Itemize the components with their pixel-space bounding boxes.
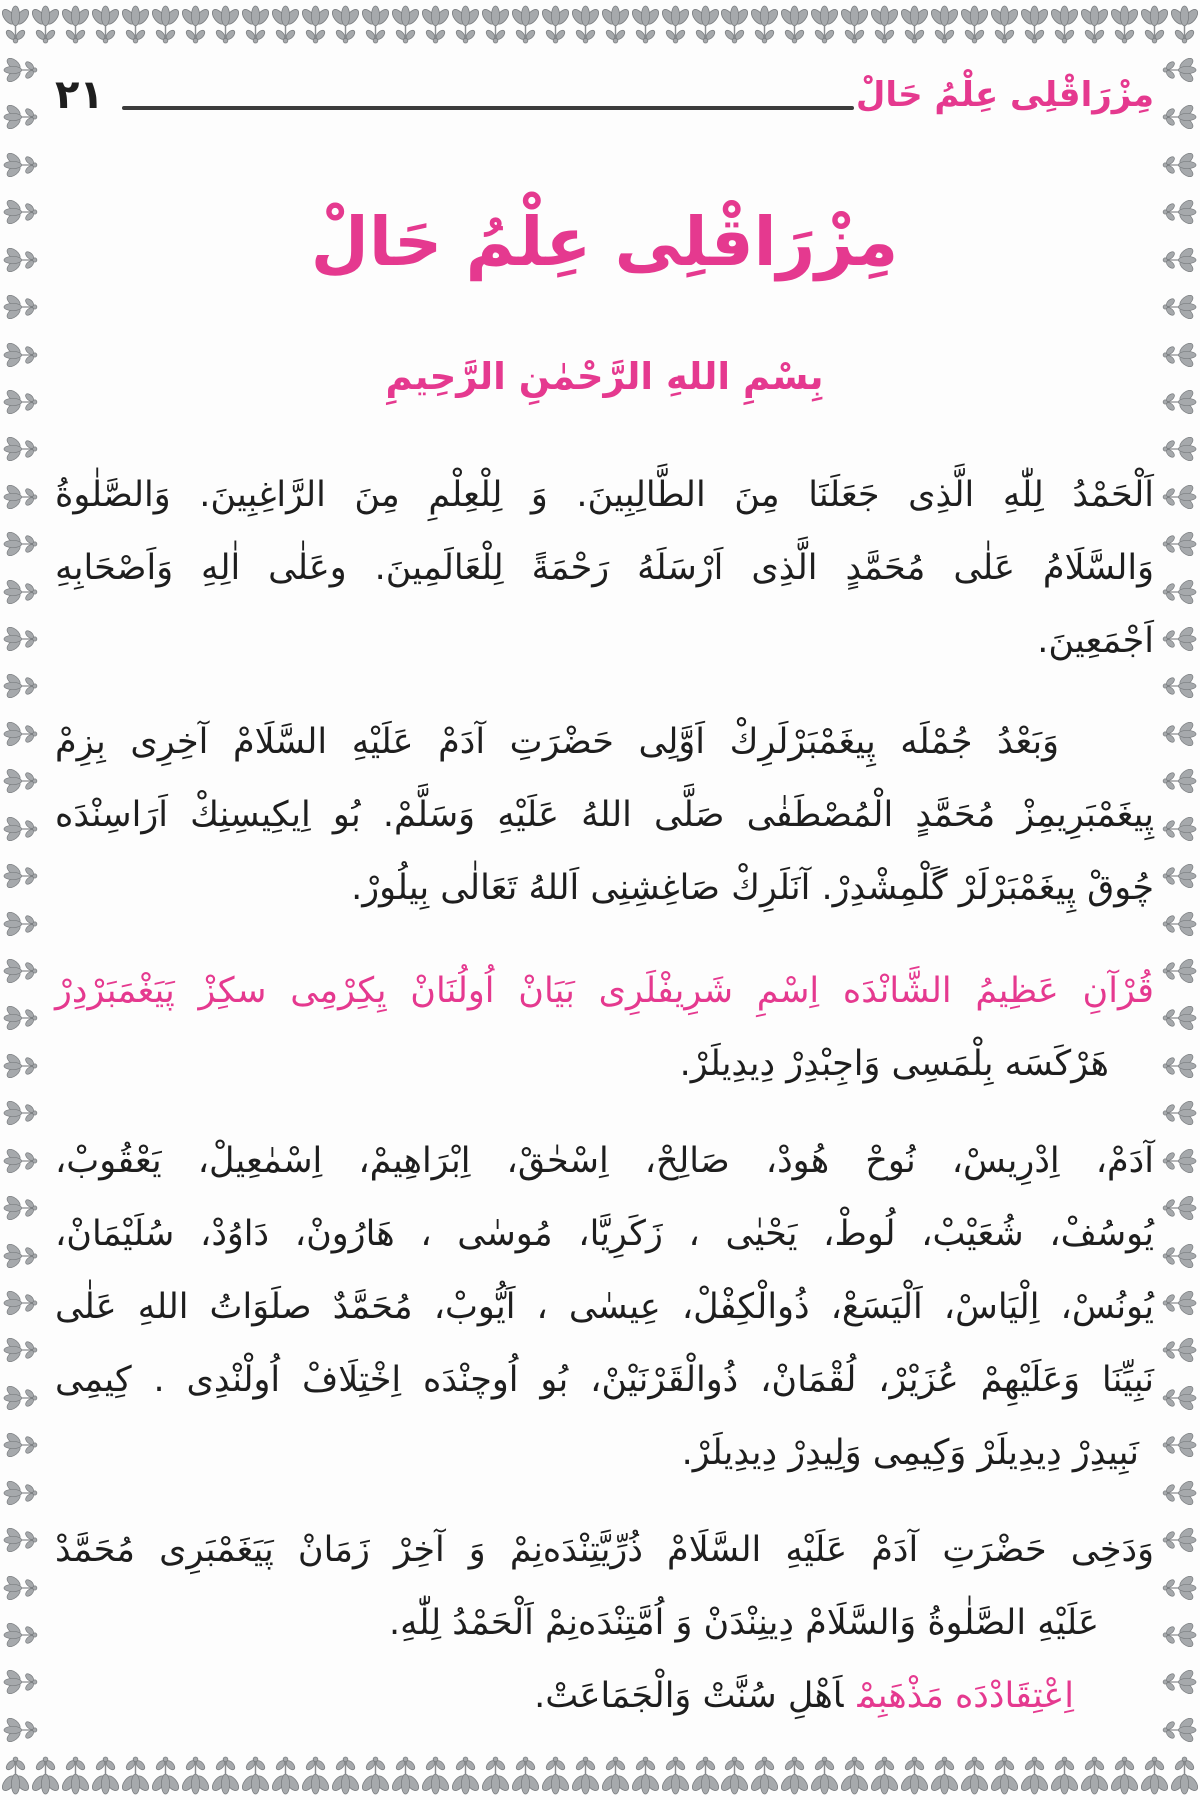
body-line-15: عَلَيْهِ الصَّلٰوةُ وَالسَّلَامْ دِينِنْدَنْ وَ اُمَّتِنْدَه‌نِمْ اَلْحَمْدُ لِلّٰهِ. [389, 1603, 1099, 1643]
leaf-motif-icon [0, 58, 40, 82]
leaf-motif-icon [1160, 1670, 1200, 1694]
page-title: مِزْرَاقْلِى عِلْمُ حَالْ [310, 203, 899, 281]
leaf-motif-icon [811, 1754, 838, 1798]
leaf-motif-icon [1141, 1754, 1168, 1798]
leaf-motif-icon [931, 1754, 958, 1798]
leaf-motif-icon [692, 1754, 719, 1798]
leaf-motif-icon [62, 1754, 89, 1798]
leaf-motif-icon [0, 1623, 40, 1647]
page-number: ٢١ [55, 72, 104, 118]
leaf-motif-icon [0, 1101, 40, 1125]
leaf-motif-icon [1160, 1149, 1200, 1173]
leaf-motif-icon [0, 1528, 40, 1552]
leaf-motif-icon [781, 2, 808, 46]
leaf-motif-icon [392, 2, 419, 46]
leaf-motif-icon [632, 2, 659, 46]
leaf-motif-icon [841, 2, 868, 46]
leaf-motif-icon [1051, 2, 1078, 46]
leaf-motif-icon [32, 2, 59, 46]
body-line-8: هَرْكَسَه بِلْمَسِى وَاجِبْدِرْ دِيدِيلَرْ. [679, 1044, 1109, 1084]
leaf-motif-icon [1160, 1386, 1200, 1410]
leaf-motif-icon [1160, 153, 1200, 177]
leaf-motif-icon [152, 1754, 179, 1798]
leaf-motif-icon [0, 1149, 40, 1173]
leaf-motif-icon [1021, 2, 1048, 46]
leaf-motif-icon [0, 390, 40, 414]
prophet-names-line-2: يُوسُفْ، شُعَيْبْ، لُوطْ، يَحْيٰى ، زَكَرِيَّا، مُوسٰى ، هَارُونْ، دَاوُدْ، سُلَيْمَانْ، [55, 1214, 1154, 1254]
leaf-motif-icon [901, 1754, 928, 1798]
leaf-motif-icon [0, 437, 40, 461]
leaf-motif-icon [1160, 532, 1200, 556]
prophet-names-line-4: نَبِيِّنَا وَعَلَيْهِمْ عُزَيْرْ، لُقْمَانْ، ذُوالْقَرْنَيْنْ، بُو اُوچنْدَه اِخْتِلَافْ اُولْنْدِى . كِيمِى [55, 1360, 1154, 1400]
leaf-motif-icon [632, 1754, 659, 1798]
leaf-motif-icon [0, 1481, 40, 1505]
body-line-2: وَالسَّلَامُ عَلٰى مُحَمَّدٍ الَّذِى اَرْسَلَهُ رَحْمَةً لِلْعَالَمِينَ. وعَلٰى اٰلِهِ وَاَصْحَابِهِ [55, 548, 1154, 588]
leaf-motif-icon [452, 2, 479, 46]
leaf-motif-icon [0, 627, 40, 651]
leaf-motif-icon [32, 1754, 59, 1798]
leaf-motif-icon [362, 1754, 389, 1798]
leaf-motif-icon [1021, 1754, 1048, 1798]
body-line-4: وَبَعْدُ جُمْلَه پِيغَمْبَرْلَرِكْ اَوَّلِى حَضْرَتِ آدَمْ عَلَيْهِ السَّلَامْ آخِرِى بِزِمْ [55, 722, 1059, 762]
leaf-motif-icon [1160, 248, 1200, 272]
leaf-motif-icon [1160, 1291, 1200, 1315]
leaf-motif-icon [961, 1754, 988, 1798]
leaf-motif-icon [0, 580, 40, 604]
leaf-motif-icon [692, 2, 719, 46]
leaf-motif-icon [1160, 959, 1200, 983]
leaf-motif-icon [1160, 1006, 1200, 1030]
leaf-motif-icon [422, 2, 449, 46]
leaf-motif-icon [332, 1754, 359, 1798]
body-line-1: اَلْحَمْدُ لِلّٰهِ الَّذِى جَعَلَنَا مِنَ الطَّالِبِينَ. وَ لِلْعِلْمِ مِنَ الرَّاغِبِينَ. وَالصَّلٰوةُ [55, 475, 1154, 515]
border-top [0, 2, 1200, 46]
page-content [55, 50, 1154, 1733]
leaf-motif-icon [152, 2, 179, 46]
leaf-motif-icon [362, 2, 389, 46]
leaf-motif-icon [482, 1754, 509, 1798]
body-text [55, 459, 1154, 1733]
leaf-motif-icon [0, 153, 40, 177]
leaf-motif-icon [1160, 1576, 1200, 1600]
leaf-motif-icon [871, 2, 898, 46]
body-line-7-highlight: قُرْآنِ عَظِيمُ الشَّانْدَه اِسْمِ شَرِيفْلَرِى بَيَانْ اُولُنَانْ يِكِرْمِى سكِزْ پَيَغْمَبَرْدِرْ [55, 971, 1154, 1011]
leaf-motif-icon [122, 1754, 149, 1798]
leaf-motif-icon [961, 2, 988, 46]
leaf-motif-icon [751, 2, 778, 46]
leaf-motif-icon [0, 1338, 40, 1362]
leaf-motif-icon [1160, 1718, 1200, 1742]
leaf-motif-icon [602, 2, 629, 46]
leaf-motif-icon [1160, 769, 1200, 793]
leaf-motif-icon [92, 1754, 119, 1798]
leaf-motif-icon [2, 2, 29, 46]
leaf-motif-icon [871, 1754, 898, 1798]
body-line-14: وَدَخِى حَضْرَتِ آدَمْ عَلَيْهِ السَّلَامْ ذُرِّيَّتِنْدَه‌نِمْ وَ آخِرْ زَمَانْ پَيَغَمْبَرِى مُحَمَّدْ [55, 1530, 1154, 1570]
leaf-motif-icon [302, 1754, 329, 1798]
leaf-motif-icon [62, 2, 89, 46]
leaf-motif-icon [272, 1754, 299, 1798]
leaf-motif-icon [0, 295, 40, 319]
leaf-motif-icon [0, 1433, 40, 1457]
closing-line-highlight: اِعْتِقَادْدَه مَذْهَبِمْ [857, 1676, 1074, 1716]
leaf-motif-icon [0, 248, 40, 272]
leaf-motif-icon [1171, 2, 1198, 46]
leaf-motif-icon [0, 1054, 40, 1078]
leaf-motif-icon [1081, 1754, 1108, 1798]
border-bottom [0, 1754, 1200, 1798]
body-line-6: چُوقْ پِيغَمْبَرْلَرْ گَلْمِشْدِرْ. آنَلَرِكْ صَاغِشِنِى اَللهُ تَعَالٰى بِيلُورْ. [351, 868, 1154, 908]
body-line-3: اَجْمَعِينَ. [1037, 621, 1154, 661]
leaf-motif-icon [0, 200, 40, 224]
leaf-motif-icon [1160, 912, 1200, 936]
leaf-motif-icon [572, 1754, 599, 1798]
leaf-motif-icon [0, 105, 40, 129]
leaf-motif-icon [242, 2, 269, 46]
leaf-motif-icon [1160, 1433, 1200, 1457]
leaf-motif-icon [1051, 1754, 1078, 1798]
leaf-motif-icon [422, 1754, 449, 1798]
prophet-names-line-1: آدَمْ، اِدْرِيسْ، نُوحْ هُودْ، صَالِحْ، اِسْحٰقْ، اِبْرَاهِيمْ، اِسْمٰعِيلْ، يَعْقُوبْ، [55, 1141, 1154, 1181]
leaf-motif-icon [0, 769, 40, 793]
leaf-motif-icon [0, 959, 40, 983]
leaf-motif-icon [332, 2, 359, 46]
body-line-5: پِيغَمْبَرِيمِزْ مُحَمَّدٍ الْمُصْطَفٰى صَلَّى اللهُ عَلَيْهِ وَسَلَّمْ. بُو اِيكِيسِنِكْ اَرَاسِنْدَه [55, 795, 1154, 835]
leaf-motif-icon [1160, 627, 1200, 651]
leaf-motif-icon [1111, 2, 1138, 46]
leaf-motif-icon [0, 912, 40, 936]
leaf-motif-icon [1160, 437, 1200, 461]
leaf-motif-icon [931, 2, 958, 46]
leaf-motif-icon [1171, 1754, 1198, 1798]
closing-line-rest: اَهْلِ سُنَّتْ وَالْجَمَاعَتْ. [534, 1676, 844, 1716]
leaf-motif-icon [392, 1754, 419, 1798]
leaf-motif-icon [1081, 2, 1108, 46]
leaf-motif-icon [751, 1754, 778, 1798]
leaf-motif-icon [1141, 2, 1168, 46]
leaf-motif-icon [662, 1754, 689, 1798]
leaf-motif-icon [1160, 485, 1200, 509]
leaf-motif-icon [991, 2, 1018, 46]
leaf-motif-icon [0, 1718, 40, 1742]
leaf-motif-icon [1160, 58, 1200, 82]
leaf-motif-icon [1160, 1101, 1200, 1125]
leaf-motif-icon [991, 1754, 1018, 1798]
page-header [55, 50, 1154, 130]
leaf-motif-icon [302, 2, 329, 46]
leaf-motif-icon [662, 2, 689, 46]
leaf-motif-icon [0, 532, 40, 556]
leaf-motif-icon [781, 1754, 808, 1798]
leaf-motif-icon [272, 2, 299, 46]
leaf-motif-icon [0, 343, 40, 367]
leaf-motif-icon [1160, 864, 1200, 888]
leaf-motif-icon [212, 2, 239, 46]
leaf-motif-icon [0, 1196, 40, 1220]
leaf-motif-icon [542, 1754, 569, 1798]
leaf-motif-icon [811, 2, 838, 46]
leaf-motif-icon [512, 1754, 539, 1798]
leaf-motif-icon [1160, 390, 1200, 414]
leaf-motif-icon [0, 485, 40, 509]
leaf-motif-icon [0, 1670, 40, 1694]
leaf-motif-icon [1160, 1196, 1200, 1220]
leaf-motif-icon [841, 1754, 868, 1798]
leaf-motif-icon [182, 1754, 209, 1798]
leaf-motif-icon [212, 1754, 239, 1798]
leaf-motif-icon [1160, 1054, 1200, 1078]
leaf-motif-icon [1160, 295, 1200, 319]
leaf-motif-icon [1160, 200, 1200, 224]
header-rule [122, 106, 854, 110]
leaf-motif-icon [92, 2, 119, 46]
leaf-motif-icon [1160, 817, 1200, 841]
leaf-motif-icon [602, 1754, 629, 1798]
leaf-motif-icon [0, 1386, 40, 1410]
leaf-motif-icon [0, 1576, 40, 1600]
leaf-motif-icon [482, 2, 509, 46]
leaf-motif-icon [0, 722, 40, 746]
leaf-motif-icon [452, 1754, 479, 1798]
leaf-motif-icon [0, 864, 40, 888]
closing-line [55, 1660, 1154, 1733]
leaf-motif-icon [0, 817, 40, 841]
leaf-motif-icon [1160, 1481, 1200, 1505]
leaf-motif-icon [721, 2, 748, 46]
leaf-motif-icon [901, 2, 928, 46]
leaf-motif-icon [572, 2, 599, 46]
leaf-motif-icon [1160, 1623, 1200, 1647]
leaf-motif-icon [1160, 105, 1200, 129]
leaf-motif-icon [0, 1244, 40, 1268]
leaf-motif-icon [1160, 1338, 1200, 1362]
leaf-motif-icon [721, 1754, 748, 1798]
border-right [1160, 50, 1200, 1750]
leaf-motif-icon [182, 2, 209, 46]
leaf-motif-icon [1160, 674, 1200, 698]
leaf-motif-icon [1160, 343, 1200, 367]
leaf-motif-icon [2, 1754, 29, 1798]
leaf-motif-icon [1111, 1754, 1138, 1798]
leaf-motif-icon [512, 2, 539, 46]
bismillah-line: بِسْمِ اللهِ الرَّحْمٰنِ الرَّحِيمِ [385, 355, 824, 398]
leaf-motif-icon [242, 1754, 269, 1798]
leaf-motif-icon [1160, 1528, 1200, 1552]
leaf-motif-icon [542, 2, 569, 46]
leaf-motif-icon [0, 1291, 40, 1315]
body-line-13: نَبِيدِرْ دِيدِيلَرْ وَكِيمِى وَلِيدِرْ دِيدِيلَرْ. [681, 1433, 1139, 1473]
leaf-motif-icon [0, 1006, 40, 1030]
leaf-motif-icon [1160, 1244, 1200, 1268]
leaf-motif-icon [122, 2, 149, 46]
leaf-motif-icon [0, 674, 40, 698]
border-left [0, 50, 40, 1750]
leaf-motif-icon [1160, 722, 1200, 746]
running-title: مِزْرَاقْلِى عِلْمُ حَالْ [855, 75, 1154, 115]
prophet-names-line-3: يُونُسْ، اِلْيَاسْ، اَلْيَسَعْ، ذُوالْكِفْلْ، عِيسٰى ، اَيُّوبْ، مُحَمَّدٌ صلَوَاتُ اللهِ عَلٰى [55, 1287, 1154, 1327]
leaf-motif-icon [1160, 580, 1200, 604]
